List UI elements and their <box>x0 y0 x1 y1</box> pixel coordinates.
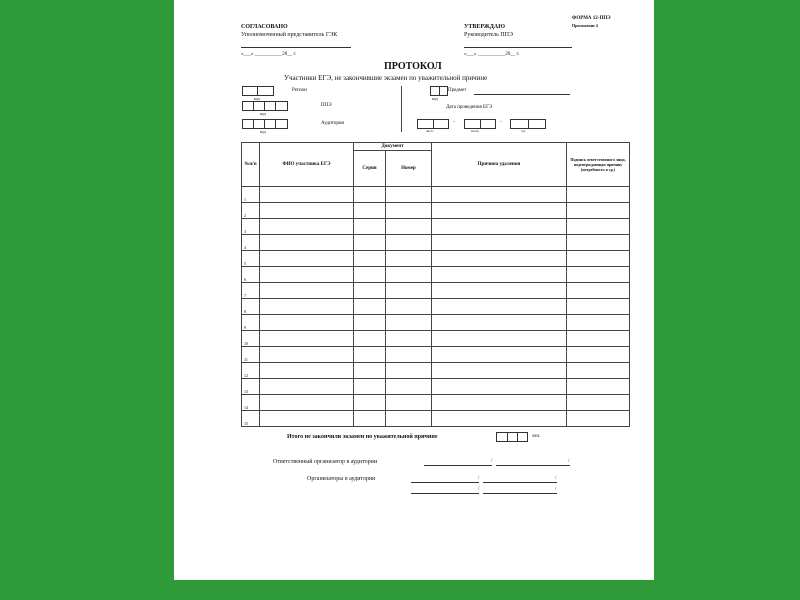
table-row <box>242 299 630 315</box>
organizer-1-slash: / <box>478 476 480 481</box>
table-cell <box>432 203 567 219</box>
month-caption: месяц <box>471 129 479 133</box>
table-cell <box>567 187 630 203</box>
table-cell <box>386 267 432 283</box>
organizer-1-name-line <box>411 482 479 483</box>
organizer-2-name-line <box>411 493 479 494</box>
row-number: 9 <box>242 315 260 331</box>
table-row <box>242 187 630 203</box>
auditorium-code-caption: код <box>260 129 266 134</box>
table-row <box>242 363 630 379</box>
total-unit: чел. <box>532 434 541 439</box>
table-cell <box>567 203 630 219</box>
form-code: ФОРМА 12-ППЭ <box>572 16 611 21</box>
participants-table <box>241 142 630 427</box>
row-number: 6 <box>242 267 260 283</box>
organizer-1-slash-end: / <box>555 476 557 481</box>
table-cell <box>386 379 432 395</box>
table-cell <box>260 267 354 283</box>
region-label: Регион <box>292 88 307 93</box>
table-row <box>242 331 630 347</box>
table-cell <box>354 283 386 299</box>
organizer-2-signature-line <box>483 493 557 494</box>
subject-code-caption: код <box>432 96 438 101</box>
organizer-1-signature-line <box>483 482 557 483</box>
organizer-2-slash: / <box>478 487 480 492</box>
table-row <box>242 315 630 331</box>
table-row <box>242 283 630 299</box>
table-row <box>242 395 630 411</box>
agreed-role: Уполномоченный представитель ГЭК <box>241 32 338 38</box>
row-number: 1 <box>242 187 260 203</box>
table-cell <box>567 363 630 379</box>
subject-code-box <box>430 86 448 96</box>
table-cell <box>386 411 432 427</box>
table-cell <box>386 347 432 363</box>
table-row <box>242 379 630 395</box>
table-row <box>242 219 630 235</box>
agreed-title: СОГЛАСОВАНО <box>241 24 288 30</box>
table-cell <box>354 395 386 411</box>
table-cell <box>386 283 432 299</box>
responsible-slash-end: / <box>568 459 570 464</box>
table-cell <box>260 379 354 395</box>
table-cell <box>260 363 354 379</box>
table-cell <box>260 283 354 299</box>
table-cell <box>354 411 386 427</box>
responsible-slash: / <box>491 459 493 464</box>
table-cell <box>386 187 432 203</box>
table-cell <box>354 267 386 283</box>
agreed-signature-line <box>241 47 351 48</box>
table-cell <box>386 395 432 411</box>
table-cell <box>260 347 354 363</box>
document-page <box>174 0 654 580</box>
table-row <box>242 235 630 251</box>
appendix-label: Приложение 4 <box>572 23 598 28</box>
auditorium-label: Аудитория <box>321 121 344 126</box>
table-cell <box>386 363 432 379</box>
table-row <box>242 267 630 283</box>
table-cell <box>386 219 432 235</box>
responsible-signature-line <box>496 465 570 466</box>
table-cell <box>567 331 630 347</box>
region-code-box <box>242 86 274 96</box>
table-cell <box>386 235 432 251</box>
row-number: 8 <box>242 299 260 315</box>
organizer-2-slash-end: / <box>555 487 557 492</box>
table-cell <box>567 235 630 251</box>
table-cell <box>432 379 567 395</box>
table-row <box>242 411 630 427</box>
header-fio: ФИО участника ЕГЭ <box>260 143 354 187</box>
table-cell <box>386 203 432 219</box>
total-label: Итого не закончили экзамен по уважительной причине <box>287 434 438 440</box>
row-number: 10 <box>242 331 260 347</box>
header-document: Документ <box>354 143 432 151</box>
table-row <box>242 203 630 219</box>
date-dash-2: - <box>500 120 502 125</box>
table-cell <box>432 267 567 283</box>
table-cell <box>260 219 354 235</box>
year-caption: год <box>521 129 526 133</box>
row-number: 12 <box>242 363 260 379</box>
table-cell <box>432 283 567 299</box>
table-cell <box>567 251 630 267</box>
approve-title: УТВЕРЖДАЮ <box>464 24 506 30</box>
table-row <box>242 251 630 267</box>
table-cell <box>260 315 354 331</box>
table-cell <box>354 379 386 395</box>
table-cell <box>260 251 354 267</box>
auditorium-code-box <box>242 119 288 129</box>
table-cell <box>354 187 386 203</box>
row-number: 2 <box>242 203 260 219</box>
month-box <box>464 119 496 129</box>
document-subtitle: Участники ЕГЭ, не закончившие экзамен по уважительной причине <box>284 74 488 82</box>
agreed-date: «___» ___________20__ г. <box>241 52 297 57</box>
table-cell <box>432 331 567 347</box>
header-signature: Подпись ответственного лица, подтверждающая причину (потребность в ср.) <box>567 143 630 187</box>
table-cell <box>354 251 386 267</box>
approve-date: «___» ___________20__ г. <box>464 52 520 57</box>
table-cell <box>432 347 567 363</box>
table-cell <box>260 187 354 203</box>
table-cell <box>432 411 567 427</box>
table-cell <box>567 411 630 427</box>
table-cell <box>386 331 432 347</box>
table-cell <box>260 411 354 427</box>
table-cell <box>567 315 630 331</box>
header-reason: Причина удаления <box>432 143 567 187</box>
table-cell <box>432 395 567 411</box>
subject-label: Предмет <box>448 88 467 93</box>
table-cell <box>432 219 567 235</box>
table-cell <box>260 235 354 251</box>
table-cell <box>386 251 432 267</box>
table-cell <box>354 299 386 315</box>
header-series: Серия <box>354 151 386 187</box>
table-cell <box>354 331 386 347</box>
table-cell <box>432 251 567 267</box>
day-box <box>417 119 449 129</box>
row-number: 3 <box>242 219 260 235</box>
table-cell <box>567 299 630 315</box>
ppe-code-caption: код <box>260 111 266 116</box>
table-cell <box>567 219 630 235</box>
table-cell <box>567 395 630 411</box>
table-cell <box>354 203 386 219</box>
row-number: 13 <box>242 379 260 395</box>
table-cell <box>354 235 386 251</box>
table-cell <box>567 379 630 395</box>
table-cell <box>432 363 567 379</box>
document-title: ПРОТОКОЛ <box>384 61 442 72</box>
table-cell <box>354 363 386 379</box>
ppe-label: ППЭ <box>321 103 332 108</box>
row-number: 7 <box>242 283 260 299</box>
subject-line <box>474 94 570 95</box>
table-cell <box>432 299 567 315</box>
table-cell <box>567 283 630 299</box>
row-number: 15 <box>242 411 260 427</box>
approve-role: Руководитель ППЭ <box>464 32 513 38</box>
table-cell <box>354 315 386 331</box>
table-cell <box>260 203 354 219</box>
organizers-label: Организаторы в аудитории <box>307 476 376 482</box>
responsible-name-line <box>424 465 492 466</box>
total-box <box>496 432 528 442</box>
table-cell <box>260 331 354 347</box>
table-cell <box>386 299 432 315</box>
exam-date-label: Дата проведения ЕГЭ <box>446 105 493 110</box>
table-cell <box>432 187 567 203</box>
table-cell <box>432 315 567 331</box>
row-number: 4 <box>242 235 260 251</box>
year-box <box>510 119 546 129</box>
ppe-code-box <box>242 101 288 111</box>
table-cell <box>260 395 354 411</box>
table-cell <box>432 235 567 251</box>
row-number: 11 <box>242 347 260 363</box>
region-code-caption: код <box>254 96 260 101</box>
responsible-organizer-label: Ответственный организатор в аудитории <box>273 459 378 465</box>
day-caption: число <box>426 129 434 133</box>
table-row <box>242 347 630 363</box>
header-num: №п/п <box>242 143 260 187</box>
date-dash-1: - <box>453 120 455 125</box>
approve-signature-line <box>464 47 572 48</box>
table-cell <box>354 347 386 363</box>
table-cell <box>386 315 432 331</box>
table-cell <box>260 299 354 315</box>
table-cell <box>567 347 630 363</box>
header-number: Номер <box>386 151 432 187</box>
row-number: 5 <box>242 251 260 267</box>
table-cell <box>567 267 630 283</box>
header-divider <box>401 86 402 132</box>
table-cell <box>354 219 386 235</box>
row-number: 14 <box>242 395 260 411</box>
